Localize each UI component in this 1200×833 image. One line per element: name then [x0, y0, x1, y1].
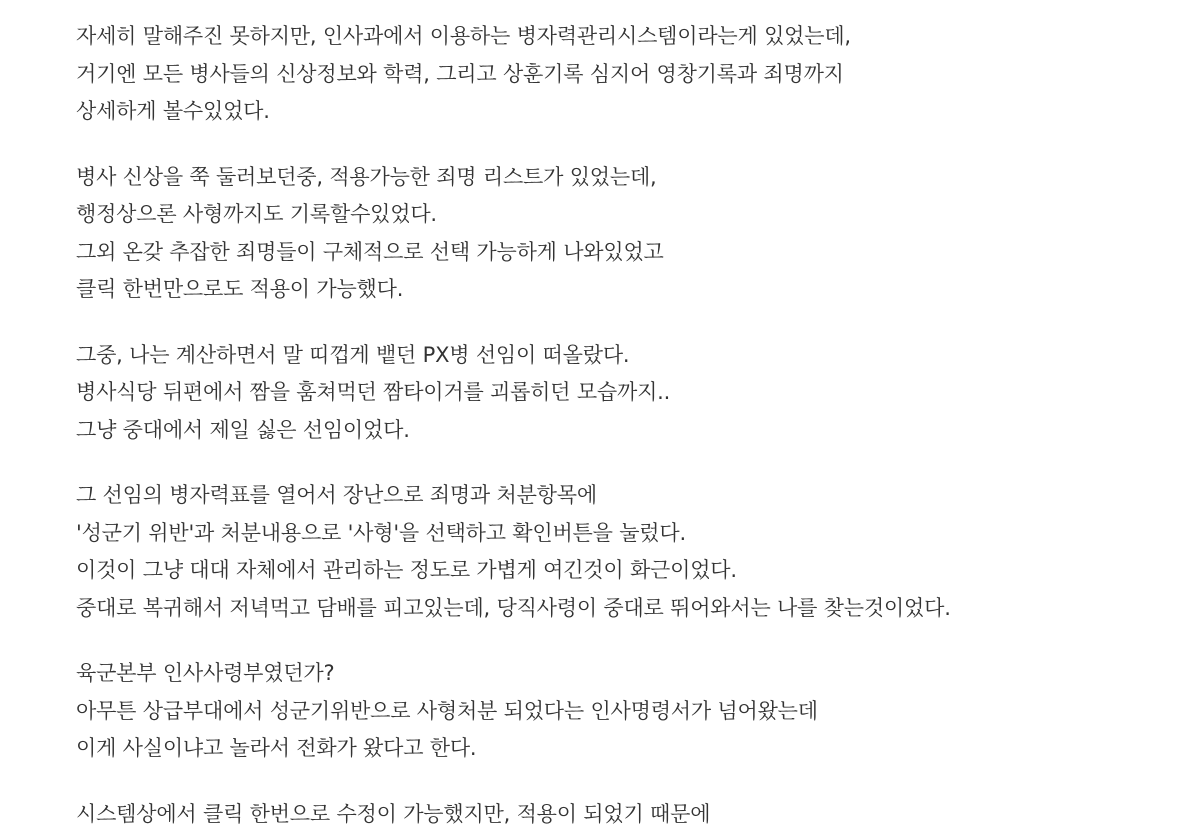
text-line: 그외 온갖 추잡한 죄명들이 구체적으로 선택 가능하게 나와있었고	[76, 234, 1176, 272]
text-line: 그냥 중대에서 제일 싫은 선임이었다.	[76, 412, 1176, 450]
paragraph-5	[76, 655, 1176, 768]
paragraph-3	[76, 337, 1176, 450]
text-line: 거기엔 모든 병사들의 신상정보와 학력, 그리고 상훈기록 심지어 영창기록과 죄명까지	[76, 56, 1176, 94]
text-line: 상세하게 볼수있었다.	[76, 93, 1176, 131]
paragraph-1	[76, 18, 1176, 131]
text-line: 자세히 말해주진 못하지만, 인사과에서 이용하는 병자력관리시스템이라는게 있었는데,	[76, 18, 1176, 56]
text-line: 육군본부 인사사령부였던가?	[76, 655, 1176, 693]
text-line: 병사식당 뒤편에서 짬을 훔쳐먹던 짬타이거를 괴롭히던 모습까지..	[76, 374, 1176, 412]
paragraph-6	[76, 796, 1176, 833]
text-line: 그 선임의 병자력표를 열어서 장난으로 죄명과 처분항목에	[76, 477, 1176, 515]
text-line: 클릭 한번만으로도 적용이 가능했다.	[76, 271, 1176, 309]
article-body	[76, 18, 1176, 833]
paragraph-4	[76, 477, 1176, 627]
text-line: 아무튼 상급부대에서 성군기위반으로 사형처분 되었다는 인사명령서가 넘어왔는데	[76, 693, 1176, 731]
text-line: 중대로 복귀해서 저녁먹고 담배를 피고있는데, 당직사령이 중대로 뛰어와서는 나를 찾는것이었다.	[76, 590, 1176, 628]
text-line: 이게 사실이냐고 놀라서 전화가 왔다고 한다.	[76, 730, 1176, 768]
text-line: 이것이 그냥 대대 자체에서 관리하는 정도로 가볍게 여긴것이 화근이었다.	[76, 552, 1176, 590]
text-line: 그중, 나는 계산하면서 말 띠껍게 뱉던 PX병 선임이 떠올랐다.	[76, 337, 1176, 375]
text-line: 시스템상에서 클릭 한번으로 수정이 가능했지만, 적용이 되었기 때문에	[76, 796, 1176, 833]
paragraph-2	[76, 159, 1176, 309]
text-line: '성군기 위반'과 처분내용으로 '사형'을 선택하고 확인버튼을 눌렀다.	[76, 515, 1176, 553]
text-line: 행정상으론 사형까지도 기록할수있었다.	[76, 196, 1176, 234]
text-line: 병사 신상을 쭉 둘러보던중, 적용가능한 죄명 리스트가 있었는데,	[76, 159, 1176, 197]
